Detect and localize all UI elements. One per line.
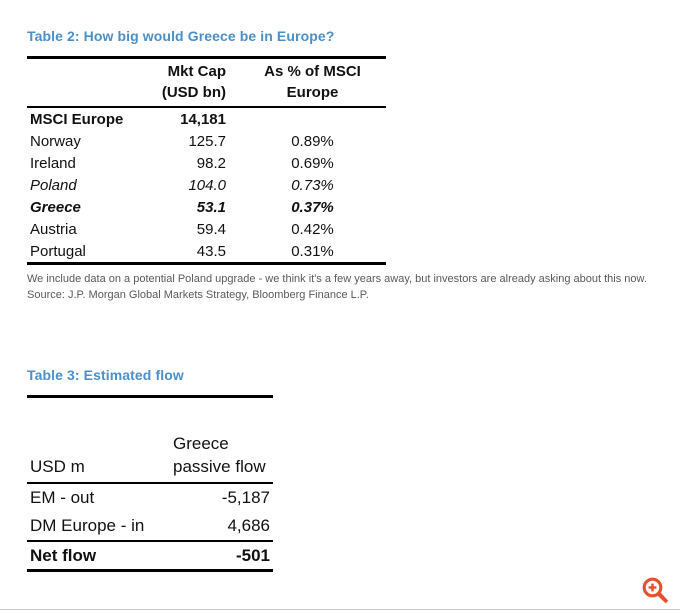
table2-section	[27, 28, 370, 265]
mktcap-cell: 43.5	[196, 242, 226, 260]
header-greece-line1: Greece	[173, 434, 229, 453]
table-header-row	[27, 58, 386, 108]
pct-cell: 0.42%	[291, 220, 334, 238]
pct-cell: 0.31%	[291, 242, 334, 260]
header-pct-line1: As % of MSCI	[264, 63, 361, 80]
table-row	[27, 218, 386, 240]
pct-cell: 0.89%	[291, 132, 334, 150]
page-bottom-divider	[0, 609, 680, 610]
pct-cell: 0.73%	[291, 176, 334, 194]
table3-section	[27, 367, 270, 572]
table-row	[27, 152, 386, 174]
header-greece-line2: passive flow	[173, 457, 266, 476]
table-row	[27, 512, 273, 541]
header-mktcap-line1: Mkt Cap	[167, 63, 226, 80]
header-usdm-cell: USD m	[27, 397, 173, 484]
mktcap-cell: 98.2	[196, 154, 226, 172]
pct-cell	[226, 107, 386, 130]
country-cell: Ireland	[30, 154, 76, 172]
pct-cell: 0.69%	[291, 154, 334, 172]
country-cell: Portugal	[30, 242, 86, 260]
table-row	[27, 483, 273, 512]
mktcap-cell: 53.1	[196, 198, 226, 216]
flow-value-cell: 4,686	[227, 516, 270, 535]
mktcap-cell: 104.0	[188, 176, 226, 194]
header-pct-line2: Europe	[286, 84, 339, 101]
header-greece-flow-cell	[173, 397, 273, 484]
table-row	[27, 240, 386, 264]
table-row	[27, 196, 386, 218]
table-row	[27, 130, 386, 152]
header-pct-cell	[226, 58, 386, 108]
footnote-line1: We include data on a potential Poland upgrade - we think it's a few years away, but investors are already asking about this now.	[27, 273, 647, 285]
net-flow-row	[27, 541, 273, 571]
footnote-source-line: Source: J.P. Morgan Global Markets Strategy, Bloomberg Finance L.P.	[27, 288, 369, 301]
table3-title: Table 3: Estimated flow	[27, 367, 184, 383]
country-cell: Austria	[30, 220, 77, 238]
header-mktcap-line2: (USD bn)	[161, 84, 226, 101]
net-flow-label-cell: Net flow	[27, 541, 173, 571]
estimated-flow-table	[27, 395, 273, 572]
flow-label-cell: DM Europe - in	[30, 516, 145, 535]
table2-footnote	[27, 272, 667, 303]
zoom-in-icon[interactable]	[641, 576, 671, 606]
table-header-row	[27, 397, 273, 484]
pct-cell: 0.37%	[291, 198, 334, 216]
table-row	[27, 107, 386, 130]
mktcap-cell: 59.4	[196, 220, 226, 238]
flow-value-cell: -5,187	[221, 488, 270, 507]
greece-size-table	[27, 56, 386, 265]
mktcap-cell: 125.7	[188, 132, 226, 150]
country-cell: Greece	[30, 198, 81, 216]
magnifier-plus-glyph	[641, 576, 671, 606]
table-row	[27, 174, 386, 196]
header-mktcap-cell	[148, 58, 226, 108]
table2-title: Table 2: How big would Greece be in Europe?	[27, 28, 335, 44]
country-cell: Norway	[30, 132, 81, 150]
country-cell: Poland	[30, 176, 77, 194]
net-flow-value-cell: -501	[173, 541, 273, 571]
flow-label-cell: EM - out	[30, 488, 95, 507]
header-empty-cell	[27, 58, 148, 108]
country-cell: MSCI Europe	[30, 110, 124, 128]
mktcap-cell: 14,181	[180, 110, 226, 128]
